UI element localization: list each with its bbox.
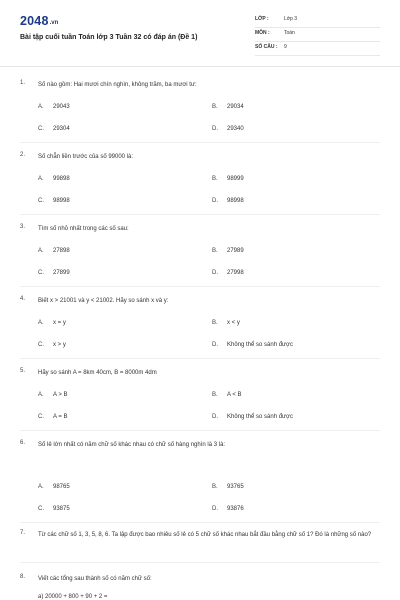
option-letter: D.	[212, 414, 218, 420]
option-d[interactable]	[212, 198, 244, 204]
question-number: 1.	[20, 80, 26, 86]
option-a[interactable]	[38, 248, 70, 254]
divider	[20, 142, 380, 143]
option-letter: B.	[212, 248, 218, 254]
option-a[interactable]	[38, 104, 70, 110]
option-b[interactable]	[212, 484, 244, 490]
option-letter: B.	[212, 320, 218, 326]
option-text: 98765	[53, 484, 70, 490]
option-text: 27898	[53, 248, 70, 254]
worksheet-meta	[255, 14, 380, 56]
option-b[interactable]	[212, 104, 244, 110]
option-letter: A.	[38, 248, 44, 254]
option-letter: A.	[38, 176, 44, 182]
option-c[interactable]	[38, 342, 66, 348]
option-letter: A.	[38, 104, 44, 110]
option-a[interactable]	[38, 320, 66, 326]
option-text: 29043	[53, 104, 70, 110]
option-c[interactable]	[38, 270, 70, 276]
option-letter: B.	[212, 176, 218, 182]
option-text: 98999	[227, 176, 244, 182]
question-text: Viết các tổng sau thành số có năm chữ số:	[38, 576, 152, 582]
option-letter: C.	[38, 506, 44, 512]
option-b[interactable]	[212, 248, 244, 254]
sub-question-a	[38, 594, 107, 600]
option-text: A > B	[53, 392, 68, 398]
option-text: 29340	[227, 126, 244, 132]
option-text: A < B	[227, 392, 242, 398]
meta-label: SỐ CÂU :	[255, 44, 278, 50]
option-letter: C.	[38, 198, 44, 204]
option-text: 29034	[227, 104, 244, 110]
question-text: Từ các chữ số 1, 3, 5, 8, 6. Ta lập được bao nhiêu số lẻ có 5 chữ số khác nhau bắt đầu bằng chữ số 1? Đó là những số nào?	[38, 532, 372, 538]
option-text: 98998	[227, 198, 244, 204]
option-text: x > y	[53, 342, 66, 348]
meta-row-class	[255, 14, 380, 28]
option-letter: D.	[212, 126, 218, 132]
option-a[interactable]	[38, 392, 68, 398]
option-b[interactable]	[212, 176, 244, 182]
question-number: 3.	[20, 224, 26, 230]
divider	[20, 562, 380, 563]
question-text: Số lẻ lớn nhất có năm chữ số khác nhau có chữ số hàng nghìn là 3 là:	[38, 442, 226, 448]
meta-value: Toán	[284, 30, 295, 36]
option-b[interactable]	[212, 392, 242, 398]
option-text: Không thể so sánh được	[227, 342, 293, 348]
question-number: 6.	[20, 440, 26, 446]
option-d[interactable]	[212, 506, 244, 512]
divider	[20, 522, 380, 523]
option-text: A = B	[53, 414, 68, 420]
question-text: Số nào gồm: Hai mươi chín nghìn, không trăm, ba mươi tư:	[38, 82, 197, 88]
meta-label: MÔN :	[255, 30, 270, 36]
question-number: 5.	[20, 368, 26, 374]
question-number: 8.	[20, 574, 26, 580]
divider	[20, 214, 380, 215]
option-letter: A.	[38, 484, 44, 490]
option-text: 98998	[53, 198, 70, 204]
option-d[interactable]	[212, 270, 244, 276]
question-number: 4.	[20, 296, 26, 302]
option-letter: A.	[38, 392, 44, 398]
option-c[interactable]	[38, 414, 68, 420]
worksheet-header	[0, 0, 400, 67]
question-number: 7.	[20, 530, 26, 536]
question-text: Biết x > 21001 và y < 21002. Hãy so sánh x và y:	[38, 298, 169, 304]
option-a[interactable]	[38, 484, 70, 490]
option-letter: C.	[38, 270, 44, 276]
question-number: 2.	[20, 152, 26, 158]
meta-row-subject	[255, 28, 380, 42]
option-d[interactable]	[212, 414, 293, 420]
option-text: Không thể so sánh được	[227, 414, 293, 420]
question-text: Tìm số nhỏ nhất trong các số sau:	[38, 226, 129, 232]
divider	[20, 430, 380, 431]
sub-question-text: a) 20000 + 800 + 90 + 2 =	[38, 594, 108, 600]
site-logo[interactable]	[20, 12, 58, 30]
worksheet-title: Bài tập cuối tuần Toán lớp 3 Tuần 32 có đáp án (Đề 1)	[20, 34, 198, 41]
option-c[interactable]	[38, 506, 70, 512]
divider	[20, 286, 380, 287]
option-text: 29304	[53, 126, 70, 132]
logo-suffix: .vn	[49, 20, 59, 26]
option-b[interactable]	[212, 320, 240, 326]
logo-text: 2048	[20, 14, 49, 28]
meta-row-count	[255, 42, 380, 56]
option-letter: D.	[212, 270, 218, 276]
meta-value: Lớp 3	[284, 16, 298, 22]
divider	[20, 358, 380, 359]
option-text: x < y	[227, 320, 240, 326]
option-text: 27899	[53, 270, 70, 276]
option-letter: B.	[212, 484, 218, 490]
question-text: Hãy so sánh A = 8km 40cm, B = 8000m 4dm	[38, 370, 157, 376]
option-letter: D.	[212, 198, 218, 204]
option-c[interactable]	[38, 198, 70, 204]
option-d[interactable]	[212, 126, 244, 132]
option-text: 93876	[227, 506, 244, 512]
option-letter: D.	[212, 506, 218, 512]
option-letter: B.	[212, 104, 218, 110]
option-letter: D.	[212, 342, 218, 348]
option-letter: C.	[38, 342, 44, 348]
question-text: Số chẵn liền trước của số 99000 là:	[38, 154, 134, 160]
option-letter: C.	[38, 414, 44, 420]
option-letter: B.	[212, 392, 218, 398]
option-d[interactable]	[212, 342, 293, 348]
option-text: x = y	[53, 320, 66, 326]
option-a[interactable]	[38, 176, 70, 182]
option-letter: C.	[38, 126, 44, 132]
option-text: 27998	[227, 270, 244, 276]
option-text: 27989	[227, 248, 244, 254]
meta-value: 9	[284, 44, 287, 50]
option-c[interactable]	[38, 126, 70, 132]
option-letter: A.	[38, 320, 44, 326]
option-text: 93875	[53, 506, 70, 512]
option-text: 93765	[227, 484, 244, 490]
option-text: 99898	[53, 176, 70, 182]
meta-label: LỚP :	[255, 16, 269, 22]
